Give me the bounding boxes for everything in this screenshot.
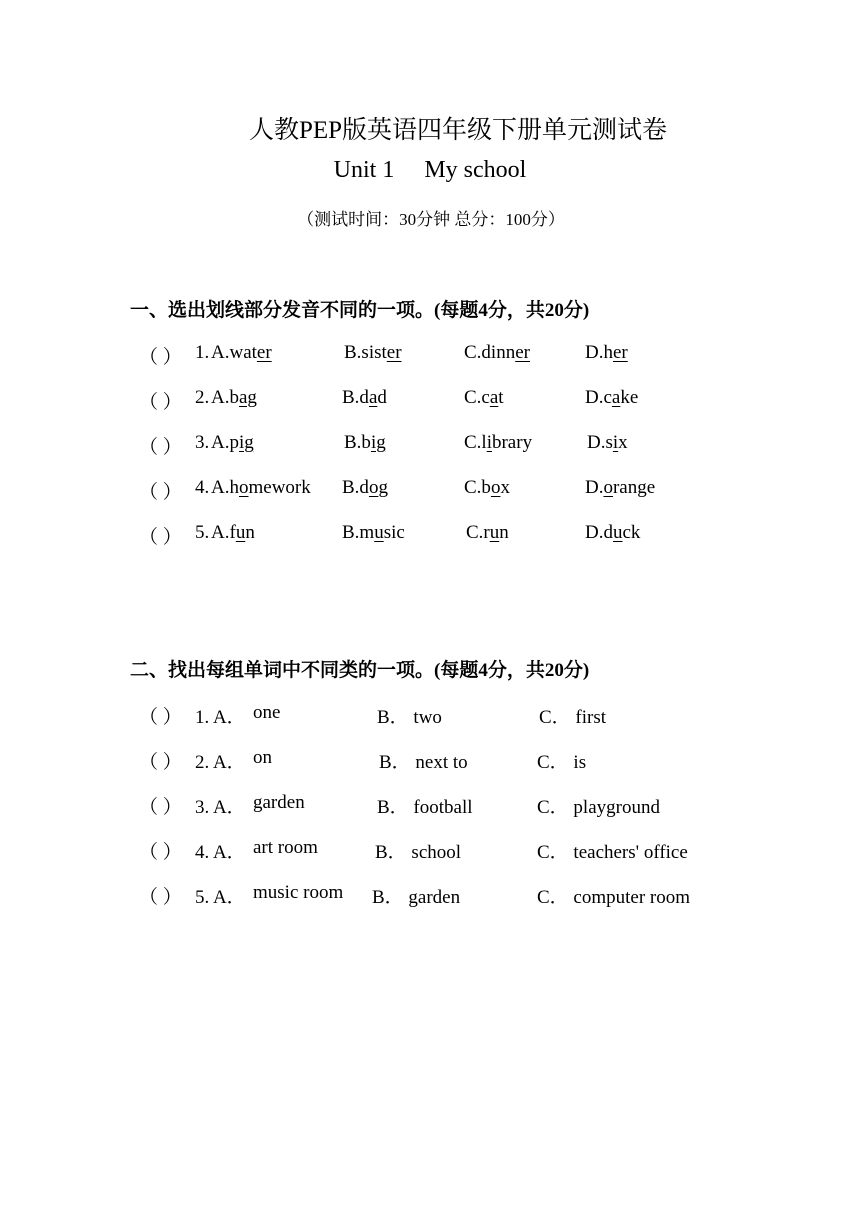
option-a: one [253, 702, 281, 723]
option-d: D.cake [585, 387, 639, 408]
option-c: C.run [466, 522, 509, 543]
answer-blank[interactable]: （ ） [139, 392, 182, 413]
option-c: C． teachers' office [537, 842, 688, 863]
section1-heading: 一、选出划线部分发音不同的一项。(每题4分，共20分) [130, 300, 590, 321]
option-d: D.six [587, 432, 628, 453]
option-a: art room [253, 837, 318, 858]
answer-blank[interactable]: （ ） [139, 797, 182, 818]
option-b: B.big [344, 432, 386, 453]
test-info: （测试时间：30分钟 总分：100分） [297, 210, 565, 229]
question-number: 1. [195, 342, 210, 363]
question-number: 4. [195, 477, 210, 498]
option-b: B． school [375, 842, 462, 863]
section2-heading: 二、找出每组单词中不同类的一项。(每题4分，共20分) [130, 660, 590, 681]
option-d: D.orange [585, 477, 656, 498]
option-a: garden [253, 792, 305, 813]
unit-subtitle [0, 157, 860, 184]
unit-number: Unit 1 [333, 157, 395, 183]
page-title: 人教PEP版英语四年级下册单元测试卷 [248, 117, 668, 144]
option-c: C． is [537, 752, 587, 773]
option-c: C.dinner [464, 342, 530, 363]
option-a: A.water [211, 342, 272, 363]
option-d: D.her [585, 342, 628, 363]
answer-blank[interactable]: （ ） [139, 752, 182, 773]
option-c: C． playground [537, 797, 660, 818]
option-b: B． two [377, 707, 442, 728]
option-b: B． football [377, 797, 473, 818]
option-b: B.dad [342, 387, 387, 408]
answer-blank[interactable]: （ ） [139, 347, 182, 368]
option-a: A.pig [211, 432, 254, 453]
question-number: 1. A． [195, 707, 246, 728]
option-b: B.dog [342, 477, 388, 498]
option-d: D.duck [585, 522, 641, 543]
option-c: C． first [539, 707, 607, 728]
answer-blank[interactable]: （ ） [139, 887, 182, 908]
unit-name: My school [424, 157, 527, 183]
option-c: C.box [464, 477, 510, 498]
option-a: A.homework [211, 477, 311, 498]
option-b: B． next to [379, 752, 468, 773]
option-b: B． garden [372, 887, 461, 908]
question-number: 5. [195, 522, 210, 543]
option-a: music room [253, 882, 344, 903]
question-number: 3. A． [195, 797, 246, 818]
option-c: C． computer room [537, 887, 691, 908]
option-a: A.fun [211, 522, 255, 543]
answer-blank[interactable]: （ ） [139, 482, 182, 503]
question-number: 4. A． [195, 842, 246, 863]
question-number: 3. [195, 432, 210, 453]
answer-blank[interactable]: （ ） [139, 707, 182, 728]
option-a: A.bag [211, 387, 257, 408]
answer-blank[interactable]: （ ） [139, 527, 182, 548]
answer-blank[interactable]: （ ） [139, 437, 182, 458]
question-number: 2. [195, 387, 210, 408]
question-number: 2. A． [195, 752, 246, 773]
question-number: 5. A． [195, 887, 246, 908]
option-c: C.library [464, 432, 533, 453]
option-a: on [253, 747, 272, 768]
answer-blank[interactable]: （ ） [139, 842, 182, 863]
option-c: C.cat [464, 387, 504, 408]
option-b: B.music [342, 522, 405, 543]
option-b: B.sister [344, 342, 402, 363]
